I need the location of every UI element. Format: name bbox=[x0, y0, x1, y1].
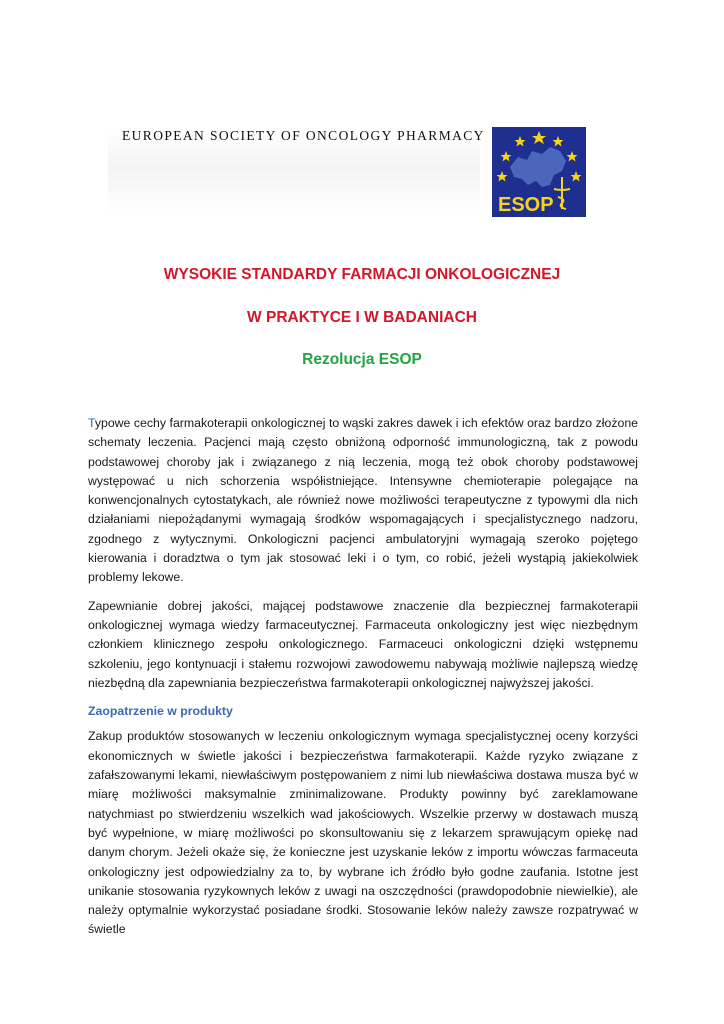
document-title-line-2: W PRAKTYCE I W BADANIACH bbox=[247, 309, 477, 326]
paragraph-2: Zapewnianie dobrej jakości, mającej podstawowe znaczenie dla bezpiecznej farmakoterapii onkologicznej wymaga wiedzy farmaceutycznej. Farmaceuta onkologiczny jest więc niezbędnym członkiem klinicznego zespołu onkologicznego. Farmaceuci onkologiczni dzięki wstępnemu szkoleniu, jego kontynuacji i stałemu rozwojowi zawodowemu nabywają możliwie najlepszą wiedzę niezbędną dla zapewniania bezpieczeństwa farmakoterapii onkologicznej najwyższej jakości. bbox=[88, 598, 638, 690]
document-subtitle: Rezolucja ESOP bbox=[302, 351, 422, 368]
paragraph-3: Zakup produktów stosowanych w leczeniu onkologicznym wymaga specjalistycznej oceny korzyści ekonomicznych w świetle jakości i bezpieczeństwa farmakoterapii. Każde ryzyko związane z zafałszowanymi lekami, niewłaściwym postępowaniem z nimi lub niewłaściwa dostawa musza być w miarę możliwości maksymalnie zminimalizowane. Produkty powinny być zareklamowane natychmiast po stwierdzeniu wszelkich wad jakościowych. Wszelkie przerwy w dostawach muszą być wypełnione, w miarę możliwości po skonsultowaniu się z lekarzem sprawującym opiekę nad danym chorym. Jeżeli okaże się, że konieczne jest uzyskanie leków z importu wówczas farmaceuta onkologiczny jest odpowiedzialny za to, by wybrane ich źródło było godne zaufania. Istotne jest unikanie stosowania ryzykownych leków z uwagi na oszczędności (prawdopodobnie niewielkie), ale należy optymalnie wykorzystać posiadane środki. Stosowanie leków należy zawsze rozpatrywać w świetle bbox=[88, 729, 638, 937]
esop-logo bbox=[492, 127, 586, 217]
organization-name: EUROPEAN SOCIETY OF ONCOLOGY PHARMACY bbox=[122, 128, 485, 143]
paragraph-1-initial: T bbox=[88, 416, 95, 430]
paragraph-1-text: ypowe cechy farmakoterapii onkologicznej to wąski zakres dawek i ich efektów oraz bardzo złożone schematy leczenia. Pacjenci mają często obniżoną odporność immunologiczną, tak z powodu podstawowej choroby jak i związanego z nią leczenia, mogą też obok choroby podstawowej występować u nich schorzenia współistniejące. Intensywne chemioterapie polegające na konwencjonalnych cytostatykach, ale również nowe możliwości terapeutyczne z typowymi dla nich działaniami niepożądanymi wymagają środków wspomagających i specjalistycznego nadzoru, zgodnego z wytycznymi. Onkologiczni pacjenci ambulatoryjni wymagają szeroko pojętego kierowania i doradztwa o tym jak stosować leki i o tym, co robić, jeżeli wystąpią jakiekolwiek problemy lekowe. bbox=[88, 416, 638, 585]
section-heading: Zaopatrzenie w produkty bbox=[88, 704, 233, 719]
document-title-line-1: WYSOKIE STANDARDY FARMACJI ONKOLOGICZNEJ bbox=[163, 266, 561, 283]
document-body bbox=[88, 414, 638, 949]
logo-text: ESOP bbox=[498, 194, 554, 216]
paragraph-1 bbox=[88, 414, 638, 588]
